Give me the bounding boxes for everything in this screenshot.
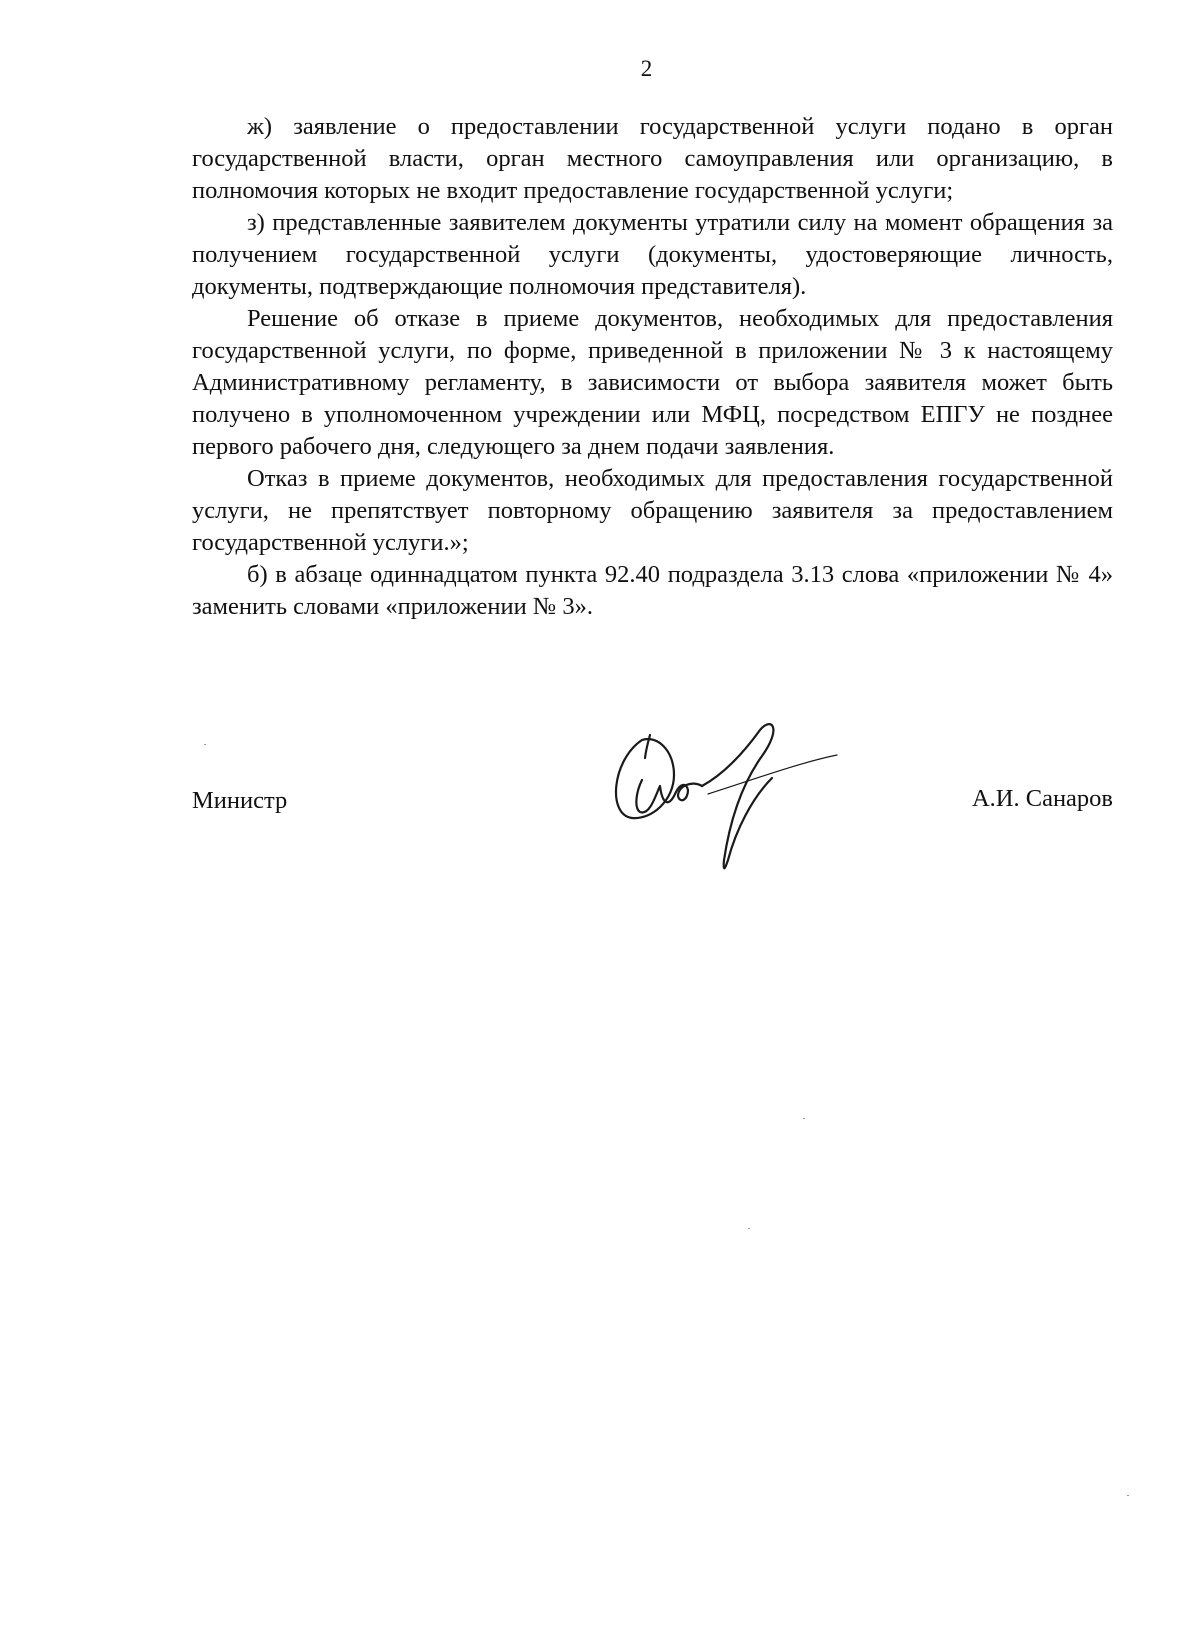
signatory-position: Министр xyxy=(192,787,288,814)
paragraph-item-zh: ж) заявление о предоставлении государственной услуги подано в орган государственной власти, орган местного самоуправления или организацию, в полномочия которых не входит предоставление государственной услуги; xyxy=(192,113,1113,204)
signature-block xyxy=(192,720,1113,890)
page-number: 2 xyxy=(640,56,653,81)
scan-artifact xyxy=(748,1228,750,1229)
paragraph-refusal-decision: Решение об отказе в приеме документов, необходимых для предоставления государственной услуги, по форме, приведенной в приложении № 3 к настоящему Административному регламенту, в зависимости от выбора заявителя может быть получено в уполномоченном учреждении или МФЦ, посредством ЕПГУ не позднее первого рабочего дня, следующего за днем подачи заявления. xyxy=(192,305,1113,460)
document-body xyxy=(192,111,1113,623)
scan-artifact xyxy=(803,1118,805,1119)
paragraph-item-b: б) в абзаце одиннадцатом пункта 92.40 подраздела 3.13 слова «приложении № 4» заменить словами «приложении № 3». xyxy=(192,561,1113,620)
paragraph-refusal-note: Отказ в приеме документов, необходимых для предоставления государственной услуги, не препятствует повторному обращению заявителя за предоставлением государственной услуги.»; xyxy=(192,465,1113,556)
paragraph-item-z: з) представленные заявителем документы утратили силу на момент обращения за получением государственной услуги (документы, удостоверяющие личность, документы, подтверждающие полномочия представителя). xyxy=(192,209,1113,300)
handwritten-signature xyxy=(612,720,872,890)
scan-artifact xyxy=(204,744,206,745)
scan-artifact xyxy=(1127,1495,1129,1496)
signatory-name: А.И. Санаров xyxy=(971,785,1113,812)
